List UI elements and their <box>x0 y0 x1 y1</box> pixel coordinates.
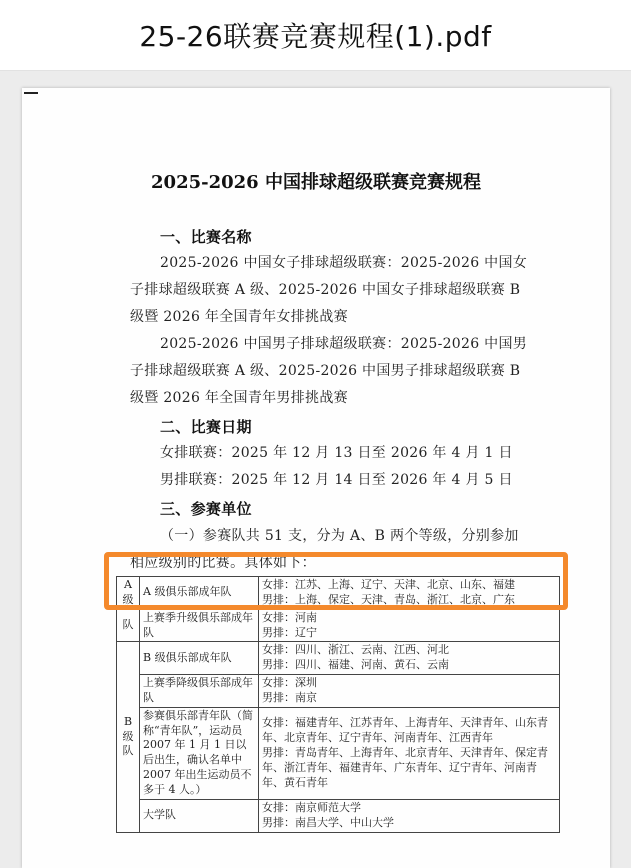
level-cell: A级 <box>117 577 140 610</box>
document-title: 2025-2026 中国排球超级联赛竞赛规程 <box>151 172 481 193</box>
men-teams: 男排：辽宁 <box>262 625 317 639</box>
women-teams: 女排：深圳 <box>262 676 317 690</box>
section-heading: 三、参赛单位 <box>160 500 252 518</box>
women-teams: 女排：四川、浙江、云南、江西、河北 <box>262 643 449 657</box>
paragraph-line: 2025-2026 中国女子排球超级联赛：2025-2026 中国女 <box>160 255 528 271</box>
paragraph-line: 相应级别的比赛。具体如下： <box>130 555 316 571</box>
paragraph-line: （一）参赛队共 51 支，分为 A、B 两个等级，分别参加 <box>160 528 519 544</box>
highlight-box <box>104 552 568 610</box>
teams-cell <box>259 609 560 642</box>
women-teams: 女排：南京师范大学 <box>262 800 361 814</box>
teams-table <box>116 576 560 833</box>
table-row <box>117 675 560 708</box>
table-row <box>117 642 560 675</box>
women-teams: 女排：江苏、上海、辽宁、天津、北京、山东、福建 <box>262 578 515 591</box>
men-teams: 男排：南京 <box>262 690 317 704</box>
category-cell: A 级俱乐部成年队 <box>140 577 259 610</box>
paragraph-line: 2025-2026 中国男子排球超级联赛：2025-2026 中国男 <box>160 336 528 352</box>
document-filename: 25-26联赛竞赛规程(1).pdf <box>139 20 492 53</box>
paragraph-line: 男排联赛：2025 年 12 月 14 日至 2026 年 4 月 5 日 <box>160 472 513 488</box>
table-row <box>117 609 560 642</box>
title-bar <box>0 0 631 71</box>
page-corner-mark <box>24 92 38 94</box>
level-cell: B级队 <box>117 642 140 832</box>
men-teams: 男排：南昌大学、中山大学 <box>262 815 394 829</box>
category-cell: B 级俱乐部成年队 <box>140 642 259 675</box>
paragraph-line: 子排球超级联赛 A 级、2025-2026 中国女子排球超级联赛 B <box>130 282 521 298</box>
paragraph-line: 子排球超级联赛 A 级、2025-2026 中国男子排球超级联赛 B <box>130 363 521 379</box>
category-cell: 参赛俱乐部青年队（简称“青年队”，运动员 2007 年 1 月 1 日以后出生，确认名单中 2007 年出生运动员不多于 4 人。） <box>140 707 259 799</box>
men-teams: 男排：上海、保定、天津、青岛、浙江、北京、广东 <box>262 592 515 606</box>
paragraph-line: 级暨 2026 年全国青年男排挑战赛 <box>130 390 348 406</box>
pdf-page[interactable] <box>22 88 610 868</box>
section-heading: 二、比赛日期 <box>160 418 252 436</box>
category-cell: 上赛季升级俱乐部成年队 <box>140 609 259 642</box>
category-cell: 上赛季降级俱乐部成年队 <box>140 675 259 708</box>
table-row <box>117 799 560 832</box>
men-teams: 男排：青岛青年、上海青年、北京青年、天津青年、保定青年、浙江青年、福建青年、广东青年、辽宁青年、河南青年、黄石青年 <box>262 745 548 789</box>
teams-cell <box>259 675 560 708</box>
teams-cell <box>259 707 560 799</box>
women-teams: 女排：福建青年、江苏青年、上海青年、天津青年、山东青年、北京青年、辽宁青年、河南青年、江西青年 <box>262 716 548 745</box>
paragraph-line: 女排联赛：2025 年 12 月 13 日至 2026 年 4 月 1 日 <box>160 445 513 461</box>
section-heading: 一、比赛名称 <box>160 228 252 246</box>
paragraph-line: 级暨 2026 年全国青年女排挑战赛 <box>130 309 348 325</box>
women-teams: 女排：河南 <box>262 610 317 624</box>
teams-cell <box>259 642 560 675</box>
level-cell: 队 <box>117 609 140 642</box>
table-row <box>117 707 560 799</box>
men-teams: 男排：四川、福建、河南、黄石、云南 <box>262 658 449 672</box>
category-cell: 大学队 <box>140 799 259 832</box>
teams-cell <box>259 799 560 832</box>
